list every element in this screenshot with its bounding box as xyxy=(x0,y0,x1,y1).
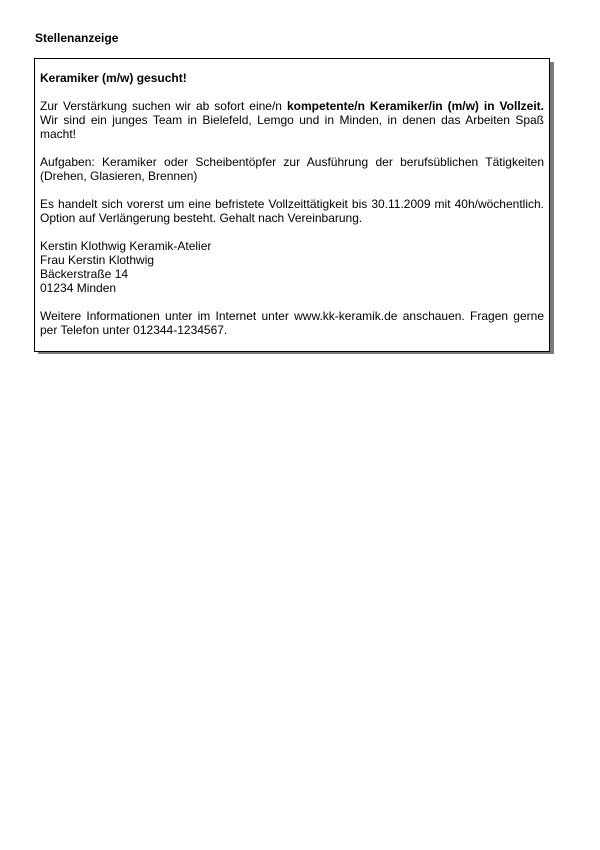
ad-tasks: Aufgaben: Keramiker oder Scheibentöpfer zur Ausführung der berufsüblichen Tätigkeiten (Drehen, Glasieren, Brennen) xyxy=(40,155,544,183)
ad-intro xyxy=(40,99,544,141)
job-ad-box xyxy=(34,58,550,352)
contact-city: 01234 Minden xyxy=(40,281,117,295)
contact-company: Kerstin Klothwig Keramik-Atelier xyxy=(40,239,212,253)
ad-intro-highlight: kompetente/n Keramiker/in (m/w) in Vollzeit. xyxy=(286,99,544,113)
ad-title: Keramiker (m/w) gesucht! xyxy=(40,71,187,85)
ad-conditions: Es handelt sich vorerst um eine befristete Vollzeittätigkeit bis 30.11.2009 mit 40h/wöchentlich. Option auf Verlängerung besteht. Gehalt nach Vereinbarung. xyxy=(40,197,544,225)
ad-intro-rest: Wir sind ein junges Team in Bielefeld, Lemgo und in Minden, in denen das Arbeiten Spaß macht! xyxy=(40,113,544,141)
ad-more-info: Weitere Informationen unter im Internet unter www.kk-keramik.de anschauen. Fragen gerne per Telefon unter 012344-1234567. xyxy=(40,309,544,337)
contact-address xyxy=(40,239,544,295)
contact-street: Bäckerstraße 14 xyxy=(40,267,129,281)
contact-person: Frau Kerstin Klothwig xyxy=(40,253,155,267)
page-title: Stellenanzeige xyxy=(35,31,119,45)
ad-intro-prefix: Zur Verstärkung suchen wir ab sofort eine/n xyxy=(40,99,287,113)
